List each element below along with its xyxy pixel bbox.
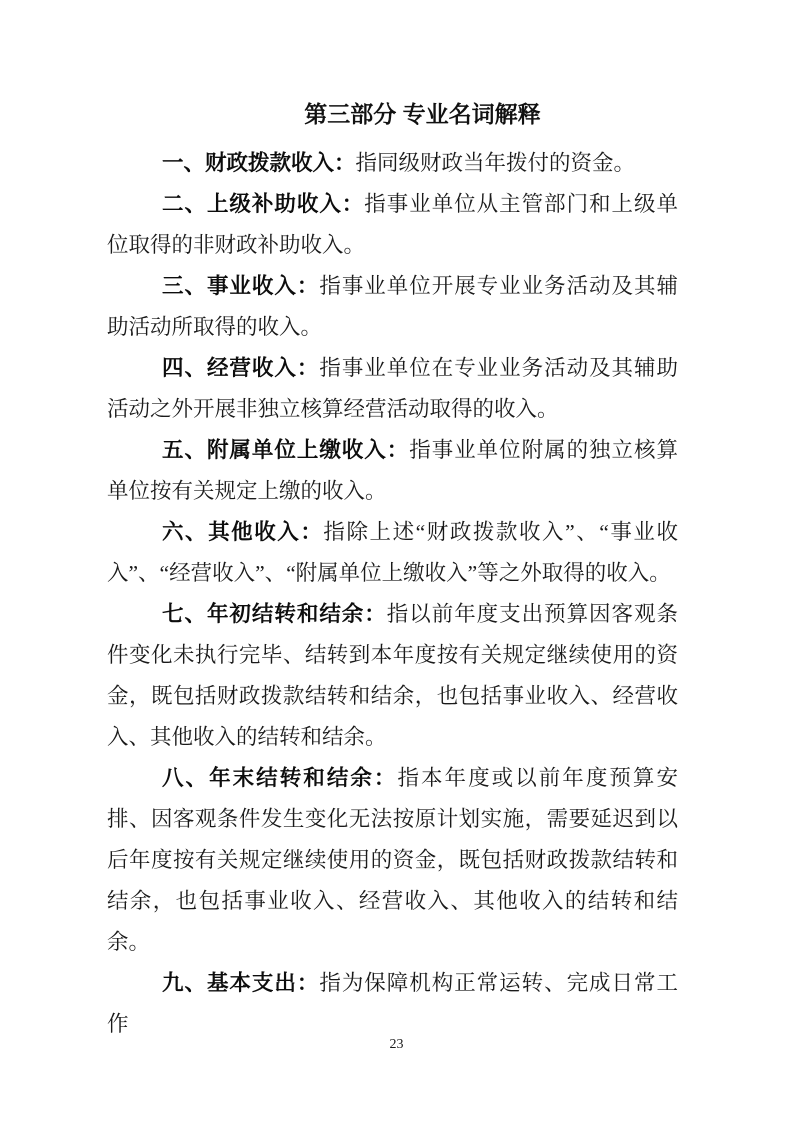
page-number: 23 (389, 1037, 404, 1052)
term-definition: 指本年度或以前年度预算安排、因客观条件发生变化无法按原计划实施，需要延迟到以后年度按有关规定继续使用的资金，既包括财政拨款结转和结余，也包括事业收入、经营收入、其他收入的结转和结余。 (107, 766, 678, 954)
definition-item-7 (107, 594, 678, 758)
term-definition: 指为保障机构正常运转、完成日常工作 (107, 971, 678, 1036)
definition-item-8 (107, 758, 678, 963)
term-label: 四、经营收入： (162, 356, 320, 380)
definition-item-5 (107, 430, 678, 512)
term-label: 六、其他收入： (162, 520, 324, 544)
term-definition: 指事业单位从主管部门和上级单位取得的非财政补助收入。 (107, 192, 678, 257)
definition-item-6 (107, 512, 678, 594)
definition-item-4 (107, 348, 678, 430)
definition-item-9 (107, 963, 678, 1045)
term-label: 七、年初结转和结余： (162, 602, 387, 626)
term-label: 二、上级补助收入： (162, 192, 365, 216)
definition-item-3 (107, 266, 678, 348)
term-label: 一、财政拨款收入： (162, 151, 356, 175)
page-title: 第三部分 专业名词解释 (304, 101, 541, 127)
term-definition: 指以前年度支出预算因客观条件变化未执行完毕、结转到本年度按有关规定继续使用的资金，既包括财政拨款结转和结余，也包括事业收入、经营收入、其他收入的结转和结余。 (107, 602, 678, 749)
term-label: 三、事业收入： (162, 274, 320, 298)
term-definition: 指同级财政当年拨付的资金。 (355, 151, 636, 175)
definition-item-2 (107, 184, 678, 266)
term-definition: 指事业单位在专业业务活动及其辅助活动之外开展非独立核算经营活动取得的收入。 (107, 356, 678, 421)
term-definition: 指除上述“财政拨款收入”、“事业收入”、“经营收入”、“附属单位上缴收入”等之外取得的收入。 (107, 520, 678, 585)
term-label: 五、附属单位上缴收入： (162, 438, 410, 462)
definition-item-1 (107, 143, 678, 184)
term-definition: 指事业单位开展专业业务活动及其辅助活动所取得的收入。 (107, 274, 678, 339)
term-definition: 指事业单位附属的独立核算单位按有关规定上缴的收入。 (107, 438, 678, 503)
document-body (107, 143, 678, 1045)
term-label: 九、基本支出： (162, 971, 320, 995)
term-label: 八、年末结转和结余： (162, 766, 398, 790)
